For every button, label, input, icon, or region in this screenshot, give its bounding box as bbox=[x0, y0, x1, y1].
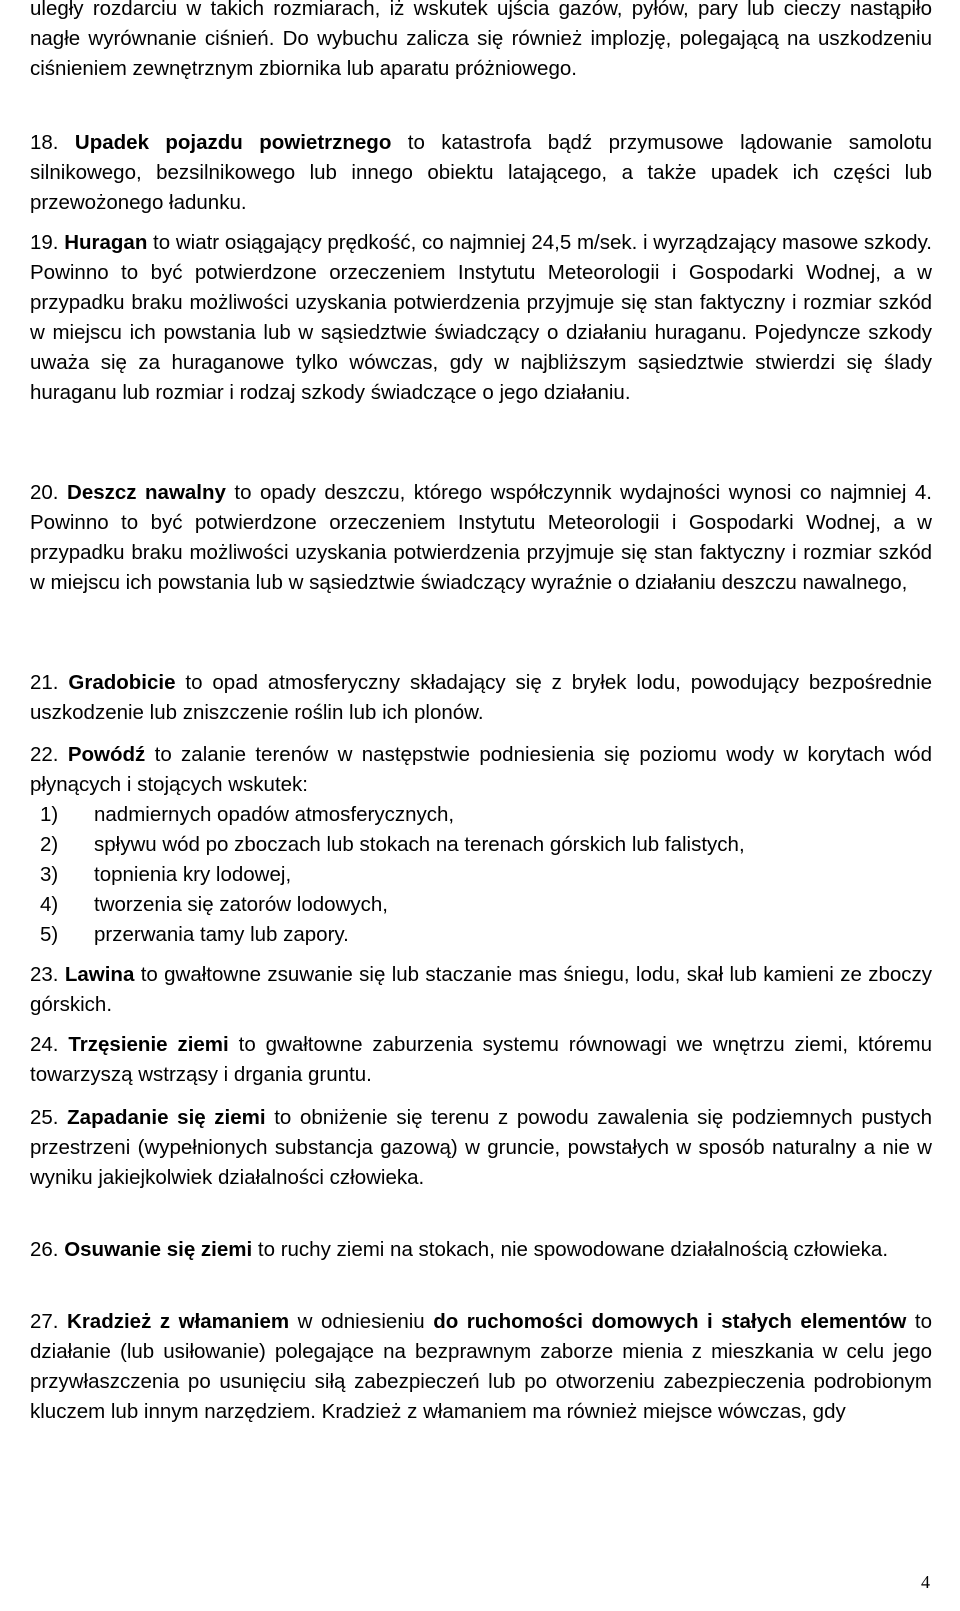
flood-causes-list bbox=[30, 800, 932, 950]
entry-22-lead bbox=[30, 740, 932, 800]
entry-term: Deszcz nawalny bbox=[67, 481, 226, 504]
entry-term: Kradzież z włamaniem bbox=[67, 1310, 290, 1333]
list-item: 4) tworzenia się zatorów lodowych, bbox=[40, 893, 388, 916]
entry-text: to ruchy ziemi na stokach, nie spowodowane działalnością człowieka. bbox=[252, 1238, 889, 1261]
entry-number: 23. bbox=[30, 963, 59, 986]
entry-text: to działanie (lub usiłowanie) polegające na bezprawnym zaborze mienia z mieszkania w celu jego przywłaszczenia po usunięciu siłą zabezpieczeń lub po otworzeniu zabezpieczenia podrobionym kluczem lub innym narzędziem. Kradzież z włamaniem ma również miejsce wówczas, gdy bbox=[30, 1310, 932, 1423]
entry-18 bbox=[30, 128, 932, 218]
entry-term: Osuwanie się ziemi bbox=[64, 1238, 253, 1261]
entry-term-2: do ruchomości domowych i stałych elementów bbox=[433, 1310, 907, 1333]
list-item: 1) nadmiernych opadów atmosferycznych, bbox=[40, 803, 455, 826]
entry-term: Upadek pojazdu powietrznego bbox=[74, 131, 392, 154]
entry-21 bbox=[30, 668, 932, 728]
entry-term: Gradobicie bbox=[68, 671, 176, 694]
entry-number: 22. bbox=[30, 743, 59, 766]
entry-text: to obniżenie się terenu z powodu zawalenia się podziemnych pustych przestrzeni (wypełnionych substancja gazową) w gruncie, powstałych w sposób naturalny a nie w wyniku jakiejkolwiek działalności człowieka. bbox=[30, 1106, 932, 1189]
entry-text: to opad atmosferyczny składający się z bryłek lodu, powodujący bezpośrednie uszkodzenie lub zniszczenie roślin lub ich plonów. bbox=[30, 671, 932, 724]
entry-number: 24. bbox=[30, 1033, 59, 1056]
entry-number: 18. bbox=[30, 131, 59, 154]
page-number: 4 bbox=[921, 1572, 930, 1592]
entry-number: 19. bbox=[30, 231, 59, 254]
entry-text: to opady deszczu, którego współczynnik wydajności wynosi co najmniej 4. Powinno to być potwierdzone orzeczeniem Instytutu Meteorologii i Gospodarki Wodnej, a w przypadku braku możliwości uzyskania potwierdzenia przyjmuje się stan faktyczny i rozmiar szkód w miejscu ich powstania lub w sąsiedztwie świadczący wyraźnie o działaniu deszczu nawalnego, bbox=[30, 481, 932, 594]
entry-text: to katastrofa bądź przymusowe lądowanie samolotu silnikowego, bezsilnikowego lub innego obiektu latającego, a także upadek ich części lub przewożonego ładunku. bbox=[30, 131, 932, 214]
entry-number: 20. bbox=[30, 481, 59, 504]
entry-24 bbox=[30, 1030, 932, 1090]
entry-19 bbox=[30, 228, 932, 408]
entry-term: Zapadanie się ziemi bbox=[67, 1106, 266, 1129]
entry-22 bbox=[30, 740, 932, 950]
entry-number: 26. bbox=[30, 1238, 59, 1261]
entry-text: to gwałtowne zsuwanie się lub staczanie mas śniegu, lodu, skał lub kamieni ze zboczy górskich. bbox=[30, 963, 932, 1016]
entry-number: 21. bbox=[30, 671, 59, 694]
entry-20 bbox=[30, 478, 932, 598]
list-item: 3) topnienia kry lodowej, bbox=[40, 863, 292, 886]
entry-23 bbox=[30, 960, 932, 1020]
entry-text: to zalanie terenów w następstwie podniesienia się poziomu wody w korytach wód płynących i stojących wskutek: bbox=[30, 743, 932, 796]
entry-term: Powódź bbox=[67, 743, 146, 766]
list-item: 5) przerwania tamy lub zapory. bbox=[40, 923, 349, 946]
entry-term: Trzęsienie ziemi bbox=[68, 1033, 229, 1056]
entry-term: Huragan bbox=[64, 231, 148, 254]
entry-25 bbox=[30, 1103, 932, 1193]
entry-number: 27. bbox=[30, 1310, 59, 1333]
entry-text: to wiatr osiągający prędkość, co najmniej 24,5 m/sek. i wyrządzający masowe szkody. Powinno to być potwierdzone orzeczeniem Instytutu Meteorologii i Gospodarki Wodnej, a w przypadku braku możliwości uzyskania potwierdzenia przyjmuje się stan faktyczny i rozmiar szkód w miejscu ich powstania lub w sąsiedztwie świadczący o działaniu huraganu. Pojedyncze szkody uważa się za huraganowe tylko wówczas, gdy w najbliższym sąsiedztwie stwierdzi się ślady huraganu lub rozmiar i rodzaj szkody świadczące o jego działaniu. bbox=[30, 231, 932, 404]
intro-paragraph: uległy rozdarciu w takich rozmiarach, iż wskutek ujścia gazów, pyłów, pary lub cieczy nastąpiło nagłe wyrównanie ciśnień. Do wybuchu zalicza się również implozję, polegającą na uszkodzeniu ciśnieniem zewnętrznym zbiornika lub aparatu próżniowego. bbox=[30, 0, 932, 80]
entry-text-mid: w odniesieniu bbox=[289, 1310, 434, 1333]
list-item: 2) spływu wód po zboczach lub stokach na terenach górskich lub falistych, bbox=[40, 833, 745, 856]
entry-number: 25. bbox=[30, 1106, 59, 1129]
entry-26 bbox=[30, 1235, 932, 1265]
entry-27 bbox=[30, 1307, 932, 1427]
entry-term: Lawina bbox=[64, 963, 135, 986]
entry-text: to gwałtowne zaburzenia systemu równowagi we wnętrzu ziemi, któremu towarzyszą wstrząsy i drgania gruntu. bbox=[30, 1033, 932, 1086]
